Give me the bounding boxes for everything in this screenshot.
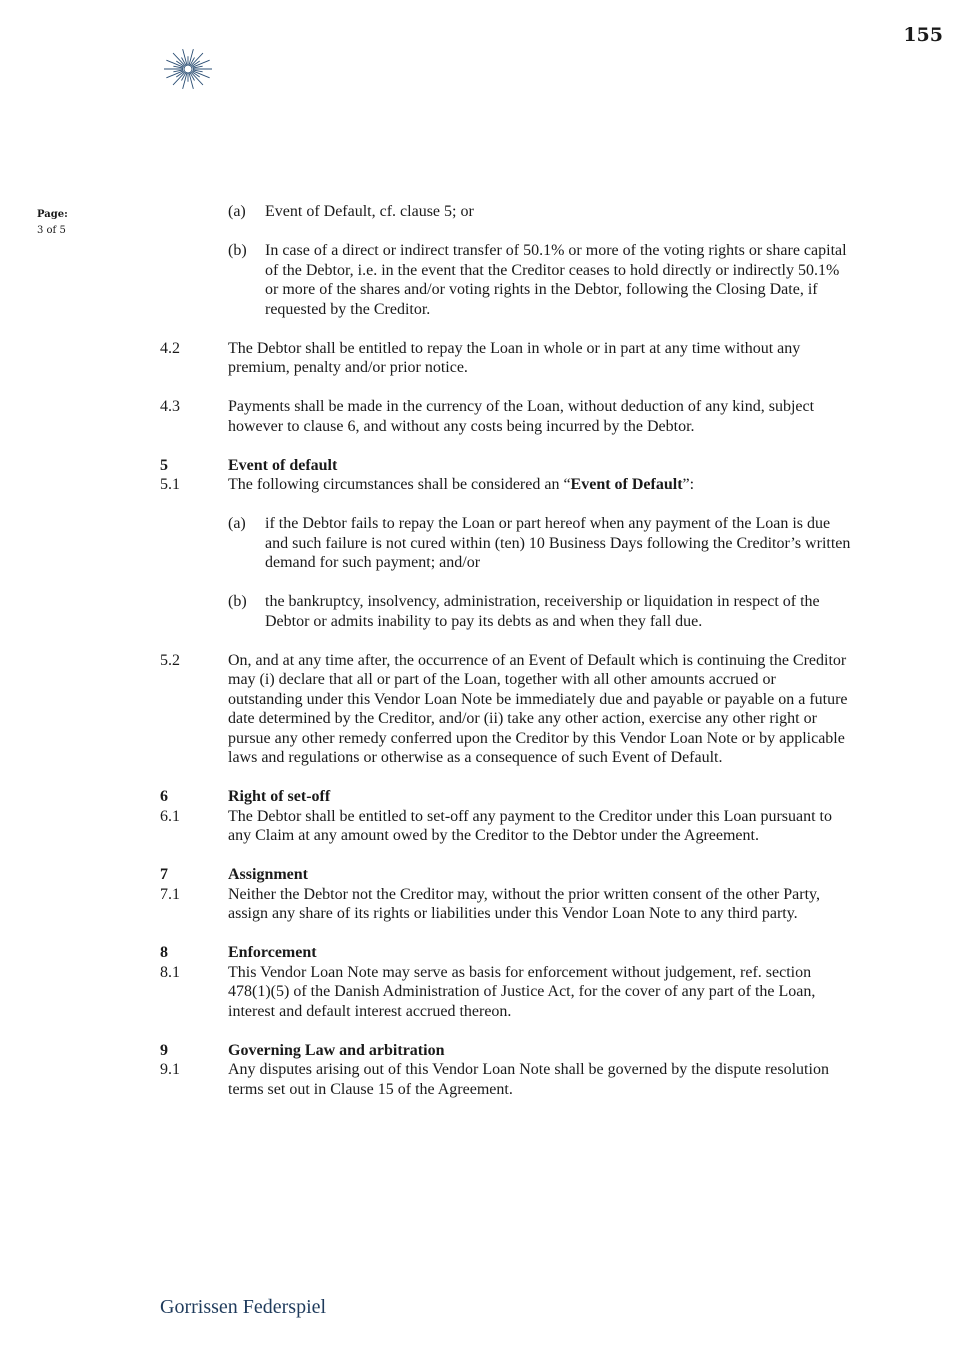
defined-term: Event of Default	[570, 476, 683, 493]
clause-number: 9.1	[160, 1061, 180, 1078]
clause-5-2	[160, 651, 852, 768]
clause-text: Neither the Debtor not the Creditor may, without the prior written consent of the other Party, assign any share of its rights or liabilities under this Vendor Loan Note to any third party.	[228, 885, 820, 922]
clause-text: The Debtor shall be entitled to set-off any payment to the Creditor under this Loan pursuant to any Claim at any amount owed by the Creditor to the Debtor under the Agreement.	[228, 807, 832, 844]
section-number: 7	[160, 866, 168, 883]
clause-text-before: The following circumstances shall be considered an “	[228, 476, 571, 493]
section-title: Governing Law and arbitration	[228, 1041, 445, 1059]
page-indicator	[37, 207, 68, 239]
clause-text: On, and at any time after, the occurrence of an Event of Default which is continuing the Creditor may (i) declare that all or part of the Loan, together with all other amounts accrued or outstanding under this Vendor Loan Note be immediately due and payable or payable on a future date determined by the Creditor, and/or (ii) take any other action, exercise any other right or pursue any other remedy conferred upon the Creditor by this Vendor Loan Note or by applicable laws and regulations or otherwise as a consequence of such Event of Default.	[228, 651, 848, 766]
clause-5-1-b	[160, 592, 852, 631]
clause-number: 4.3	[160, 398, 180, 415]
section-number: 5	[160, 456, 168, 474]
clause-4-3	[160, 397, 852, 436]
section-title: Assignment	[228, 866, 309, 883]
clause-text: if the Debtor fails to repay the Loan or part hereof when any payment of the Loan is due and such failure is not cured within (ten) 10 Business Days following the Creditor’s written demand for such payment; and/or	[265, 515, 851, 571]
page-count: 3 of 5	[37, 225, 66, 236]
clause-letter: (a)	[228, 515, 246, 532]
section-number: 6	[160, 788, 168, 805]
section-6-heading	[160, 787, 852, 807]
clause-text: The Debtor shall be entitled to repay the Loan in whole or in part at any time without any premium, penalty and/or prior notice.	[228, 339, 801, 376]
section-7-heading	[160, 865, 852, 885]
clause-letter: (b)	[228, 242, 247, 259]
clause-text: This Vendor Loan Note may serve as basis for enforcement without judgement, ref. section 478(1)(5) of the Danish Administration of Justice Act, for the cover of any part of the Loan, interest and default interest accrued thereon.	[228, 963, 816, 1020]
clause-5-1	[160, 475, 852, 495]
clause-letter: (b)	[228, 593, 247, 610]
clause-number: 6.1	[160, 807, 180, 825]
section-title: Right of set-off	[228, 788, 331, 805]
starburst-icon	[158, 44, 218, 94]
clause-number: 5.2	[160, 651, 180, 669]
clause-9-1	[160, 1060, 852, 1099]
clause-7-1	[160, 885, 852, 924]
firm-name: Gorrissen Federspiel	[160, 1296, 327, 1318]
clause-number: 4.2	[160, 339, 180, 357]
clause-text: Event of Default, cf. clause 5; or	[265, 203, 474, 220]
clause-number: 8.1	[160, 963, 180, 981]
clause-4-1-b	[160, 241, 852, 319]
clause-text	[228, 475, 852, 495]
clause-text-after: ”:	[682, 476, 695, 493]
clause-letter: (a)	[228, 203, 246, 220]
section-9-heading	[160, 1041, 852, 1061]
clause-text: Payments shall be made in the currency of the Loan, without deduction of any kind, subject however to clause 6, and without any costs being incurred by the Debtor.	[228, 398, 815, 435]
clause-text: In case of a direct or indirect transfer of 50.1% or more of the voting rights or share capital of the Debtor, i.e. in the event that the Creditor ceases to hold directly or indirectly 50.1% or more of the shares and/or voting rights in the Debtor, following the Closing Date, if requested by the Creditor.	[265, 242, 847, 318]
clause-5-1-a	[160, 514, 852, 573]
clause-number: 7.1	[160, 885, 180, 903]
section-number: 9	[160, 1041, 168, 1059]
document-body	[160, 202, 852, 1099]
section-title: Event of default	[228, 456, 338, 474]
clause-6-1	[160, 807, 852, 846]
clause-number: 5.1	[160, 476, 180, 493]
section-8-heading	[160, 943, 852, 963]
section-title: Enforcement	[228, 944, 317, 961]
clause-4-1-a	[160, 202, 852, 222]
section-number: 8	[160, 944, 168, 961]
section-5-heading	[160, 456, 852, 476]
clause-text: Any disputes arising out of this Vendor Loan Note shall be governed by the dispute resolution terms set out in Clause 15 of the Agreement.	[228, 1061, 829, 1098]
page-number: 155	[903, 24, 943, 46]
clause-text: the bankruptcy, insolvency, administration, receivership or liquidation in respect of the Debtor or admits inability to pay its debts as and when they fall due.	[265, 593, 820, 630]
clause-8-1	[160, 963, 852, 1022]
page-label: Page:	[37, 209, 68, 220]
clause-4-2	[160, 339, 852, 378]
